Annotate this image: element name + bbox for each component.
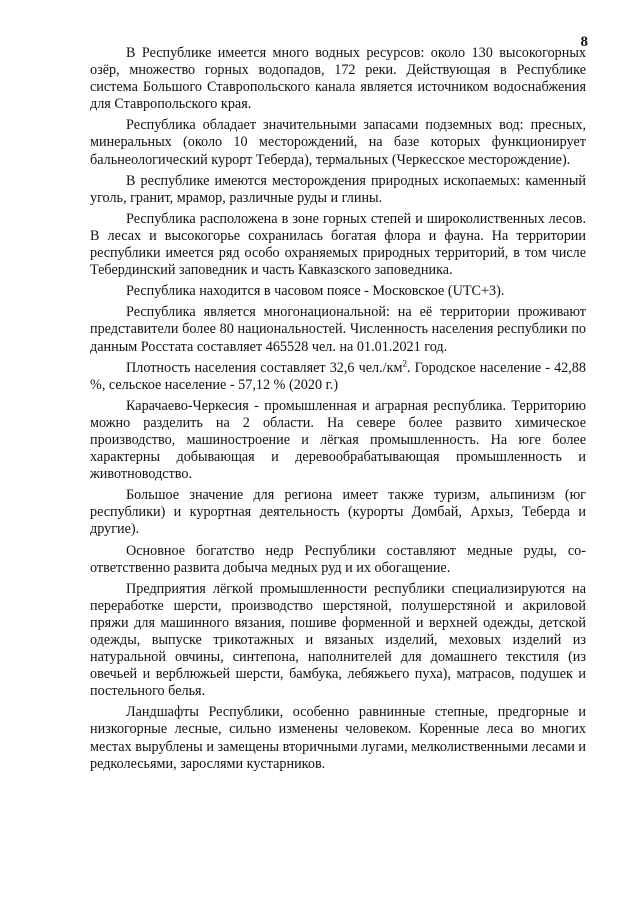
density-lead: Плотность населения составляет 32,6 чел./км <box>126 359 403 376</box>
body-text <box>90 45 586 777</box>
paragraph-groundwater: Республика обладает значительными запасами подземных вод: пресных, минеральных (около 10 месторождений, на базе которых функционирует бальнеологический курорт Теберда), термальных (Черкесское месторождение). <box>90 117 586 168</box>
density-rest: . Городское население - 42,88 %, сельское население - 57,12 % (2020 г.) <box>90 359 586 393</box>
paragraph-water-resources: В Республике имеется много водных ресурсов: около 130 высокогорных озёр, множество горных водопадов, 172 реки. Действующая в Республике система Большого Ставропольского канала является источником водоснабжения для Ставропольского края. <box>90 45 586 113</box>
paragraph-time-zone: Республика находится в часовом поясе - Московское (UTC+3). <box>126 283 505 300</box>
paragraph-density <box>90 357 586 394</box>
paragraph-tourism: Большое значение для региона имеет также туризм, альпинизм (юг республики) и курортная деятельность (курорты Домбай, Архыз, Теберда и другие). <box>90 487 586 538</box>
paragraph-population: Республика является многонациональной: на её территории проживают представители более 80 национальностей. Численность населения республики по данным Росстата составляет 465528 чел. на 01.01.2021 год. <box>90 304 586 355</box>
paragraph-landscapes: Ландшафты Республики, особенно равнинные степные, предгорные и низкогорные лесные, сильно изменены человеком. Коренные леса во многих местах вырублены и замещены вторичными лугами, мелколиственными лесами и редколесьями, зарослями кустарников. <box>90 704 586 772</box>
paragraph-copper: Основное богатство недр Республики составляют медные руды, соответственно развита добыча медных руд и их обогащение. <box>90 542 586 576</box>
page-number: 8 <box>580 34 588 50</box>
density-superscript: 2 <box>402 357 407 368</box>
paragraph-light-industry: Предприятия лёгкой промышленности республики специализируются на переработке шерсти, производство шерстяной, полушерстяной и акриловой пряжи для машинного вязания, пошиве форменной и верхней одежды, детской одежды, выпуске трикотажных и вязаных изделий, меховых изделий из натуральной овчины, синтепона, наполнителей для домашнего текстиля (из овечьей и верблюжьей шерсти, бамбука, лебяжьего пуха), матрасов, подушек и постельного белья. <box>90 580 586 700</box>
paragraph-economy: Карачаево-Черкесия - промышленная и аграрная республика. Территорию можно разделить на 2 области. На севере более развито химическое производство, машиностроение и лёгкая промышленность. На юге более характерны добывающая и деревообрабатывающая промышленность и животноводство. <box>90 397 586 483</box>
paragraph-minerals: В республике имеются месторождения природных ископаемых: каменный уголь, гранит, мрамор, различные руды и глины. <box>90 172 586 206</box>
paragraph-nature-zone: Республика расположена в зоне горных степей и широколиственных лесов. В лесах и высокогорье сохранилась богатая флора и фауна. На территории республики имеется ряд особо охраняемых природных территорий, в том числе Тебердинский заповедник и часть Кавказского заповедника. <box>90 210 586 279</box>
